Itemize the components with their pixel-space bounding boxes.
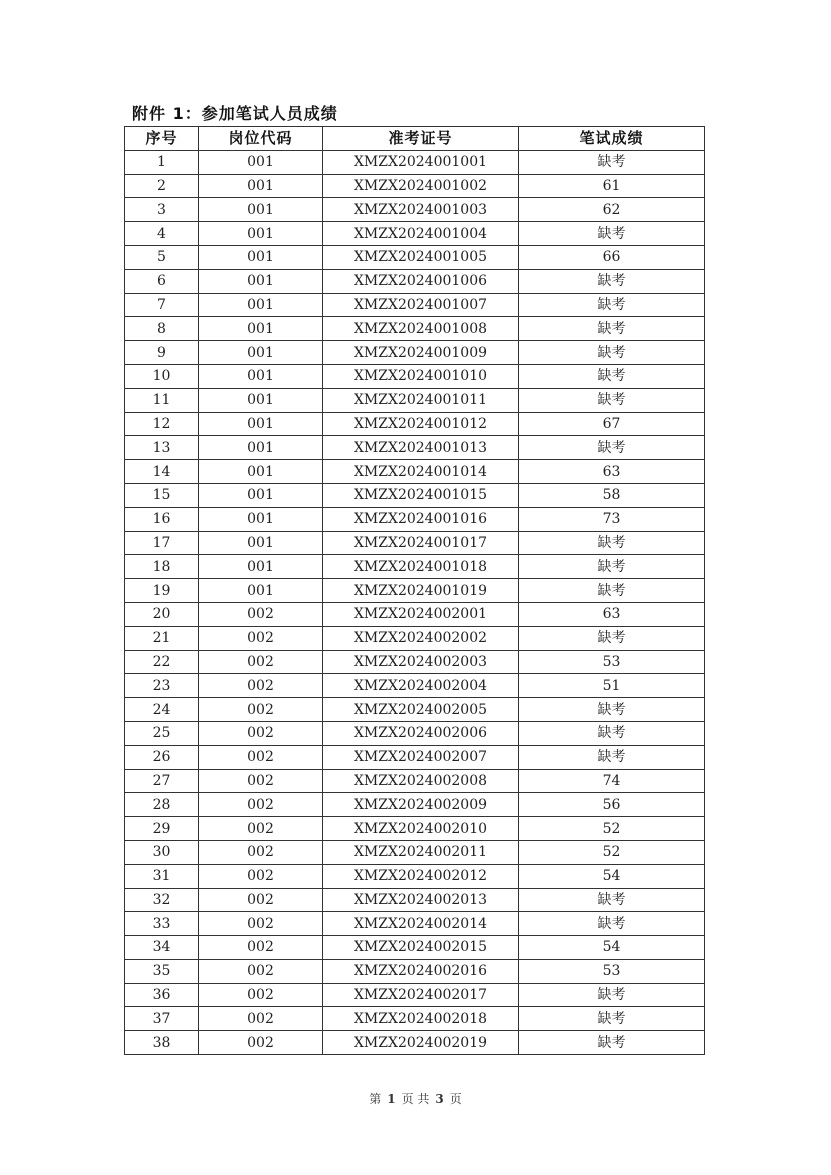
table-row [125, 650, 705, 674]
table-row [125, 412, 705, 436]
cell-written-score: 74 [519, 769, 705, 793]
cell-post-code: 002 [199, 698, 323, 722]
cell-seq: 28 [125, 793, 199, 817]
cell-post-code: 001 [199, 507, 323, 531]
cell-ticket-number: XMZX2024002003 [323, 650, 519, 674]
cell-ticket-number: XMZX2024001007 [323, 293, 519, 317]
cell-written-score: 缺考 [519, 317, 705, 341]
cell-ticket-number: XMZX2024002016 [323, 959, 519, 983]
cell-seq: 35 [125, 959, 199, 983]
cell-seq: 7 [125, 293, 199, 317]
cell-post-code: 001 [199, 269, 323, 293]
cell-written-score: 52 [519, 817, 705, 841]
cell-post-code: 002 [199, 864, 323, 888]
cell-post-code: 001 [199, 222, 323, 246]
cell-written-score: 缺考 [519, 269, 705, 293]
cell-ticket-number: XMZX2024002002 [323, 626, 519, 650]
cell-seq: 21 [125, 626, 199, 650]
table-row [125, 460, 705, 484]
table-row [125, 531, 705, 555]
cell-seq: 34 [125, 936, 199, 960]
cell-post-code: 002 [199, 793, 323, 817]
cell-post-code: 001 [199, 436, 323, 460]
table-row [125, 1031, 705, 1055]
footer-suffix: 页 [449, 1092, 462, 1106]
cell-post-code: 002 [199, 674, 323, 698]
cell-post-code: 001 [199, 483, 323, 507]
cell-ticket-number: XMZX2024002013 [323, 888, 519, 912]
cell-ticket-number: XMZX2024001012 [323, 412, 519, 436]
cell-seq: 13 [125, 436, 199, 460]
cell-post-code: 001 [199, 555, 323, 579]
cell-post-code: 001 [199, 579, 323, 603]
cell-written-score: 54 [519, 936, 705, 960]
cell-seq: 10 [125, 364, 199, 388]
cell-post-code: 001 [199, 412, 323, 436]
cell-post-code: 002 [199, 983, 323, 1007]
cell-ticket-number: XMZX2024002015 [323, 936, 519, 960]
cell-ticket-number: XMZX2024001017 [323, 531, 519, 555]
table-row [125, 983, 705, 1007]
document-title: 附件 1：参加笔试人员成绩 [132, 104, 338, 123]
cell-seq: 5 [125, 245, 199, 269]
cell-ticket-number: XMZX2024001019 [323, 579, 519, 603]
cell-written-score: 缺考 [519, 698, 705, 722]
cell-ticket-number: XMZX2024002006 [323, 721, 519, 745]
cell-written-score: 51 [519, 674, 705, 698]
cell-written-score: 缺考 [519, 555, 705, 579]
cell-seq: 19 [125, 579, 199, 603]
table-row [125, 769, 705, 793]
table-row [125, 840, 705, 864]
table-row [125, 555, 705, 579]
cell-written-score: 缺考 [519, 1031, 705, 1055]
cell-post-code: 002 [199, 817, 323, 841]
table-row [125, 602, 705, 626]
cell-seq: 14 [125, 460, 199, 484]
cell-written-score: 缺考 [519, 745, 705, 769]
cell-post-code: 002 [199, 888, 323, 912]
table-row [125, 483, 705, 507]
cell-written-score: 63 [519, 602, 705, 626]
cell-seq: 30 [125, 840, 199, 864]
scores-table [124, 126, 705, 1055]
cell-written-score: 53 [519, 959, 705, 983]
cell-post-code: 002 [199, 959, 323, 983]
cell-written-score: 缺考 [519, 912, 705, 936]
table-row [125, 721, 705, 745]
table-row [125, 150, 705, 174]
cell-post-code: 001 [199, 460, 323, 484]
cell-seq: 6 [125, 269, 199, 293]
table-row [125, 222, 705, 246]
table-row [125, 698, 705, 722]
cell-written-score: 缺考 [519, 531, 705, 555]
cell-seq: 31 [125, 864, 199, 888]
cell-written-score: 63 [519, 460, 705, 484]
footer-page-number: 1 [387, 1092, 396, 1106]
cell-seq: 38 [125, 1031, 199, 1055]
cell-ticket-number: XMZX2024001003 [323, 198, 519, 222]
cell-ticket-number: XMZX2024001004 [323, 222, 519, 246]
cell-ticket-number: XMZX2024002017 [323, 983, 519, 1007]
footer-prefix: 第 [369, 1092, 382, 1106]
cell-written-score: 缺考 [519, 341, 705, 365]
header-seq: 序号 [125, 127, 199, 151]
table-row [125, 888, 705, 912]
cell-seq: 9 [125, 341, 199, 365]
cell-post-code: 002 [199, 912, 323, 936]
cell-seq: 17 [125, 531, 199, 555]
cell-ticket-number: XMZX2024002019 [323, 1031, 519, 1055]
cell-written-score: 缺考 [519, 293, 705, 317]
cell-ticket-number: XMZX2024002007 [323, 745, 519, 769]
cell-seq: 37 [125, 1007, 199, 1031]
table-row [125, 174, 705, 198]
cell-post-code: 001 [199, 150, 323, 174]
cell-ticket-number: XMZX2024001006 [323, 269, 519, 293]
cell-post-code: 001 [199, 317, 323, 341]
cell-seq: 22 [125, 650, 199, 674]
table-row [125, 388, 705, 412]
table-row [125, 341, 705, 365]
table-row [125, 507, 705, 531]
cell-seq: 12 [125, 412, 199, 436]
table-row [125, 912, 705, 936]
cell-ticket-number: XMZX2024001010 [323, 364, 519, 388]
cell-seq: 23 [125, 674, 199, 698]
table-row [125, 1007, 705, 1031]
table-row [125, 436, 705, 460]
cell-ticket-number: XMZX2024002008 [323, 769, 519, 793]
cell-post-code: 001 [199, 198, 323, 222]
cell-ticket-number: XMZX2024001001 [323, 150, 519, 174]
cell-post-code: 002 [199, 602, 323, 626]
table-row [125, 936, 705, 960]
cell-written-score: 缺考 [519, 1007, 705, 1031]
table-row [125, 269, 705, 293]
cell-post-code: 001 [199, 174, 323, 198]
cell-written-score: 缺考 [519, 579, 705, 603]
cell-ticket-number: XMZX2024002001 [323, 602, 519, 626]
cell-seq: 20 [125, 602, 199, 626]
cell-post-code: 001 [199, 531, 323, 555]
cell-seq: 18 [125, 555, 199, 579]
cell-ticket-number: XMZX2024001002 [323, 174, 519, 198]
cell-seq: 27 [125, 769, 199, 793]
cell-written-score: 缺考 [519, 626, 705, 650]
header-written-score: 笔试成绩 [519, 127, 705, 151]
table-header-row [125, 127, 705, 151]
cell-written-score: 66 [519, 245, 705, 269]
cell-seq: 25 [125, 721, 199, 745]
cell-post-code: 001 [199, 388, 323, 412]
cell-post-code: 001 [199, 293, 323, 317]
cell-ticket-number: XMZX2024001014 [323, 460, 519, 484]
table-row [125, 745, 705, 769]
table-row [125, 245, 705, 269]
cell-seq: 36 [125, 983, 199, 1007]
table-row [125, 579, 705, 603]
cell-seq: 8 [125, 317, 199, 341]
cell-written-score: 52 [519, 840, 705, 864]
cell-ticket-number: XMZX2024002012 [323, 864, 519, 888]
cell-written-score: 61 [519, 174, 705, 198]
cell-post-code: 002 [199, 769, 323, 793]
cell-written-score: 54 [519, 864, 705, 888]
table-row [125, 317, 705, 341]
cell-ticket-number: XMZX2024001018 [323, 555, 519, 579]
cell-post-code: 002 [199, 745, 323, 769]
table-row [125, 793, 705, 817]
cell-written-score: 缺考 [519, 364, 705, 388]
cell-seq: 3 [125, 198, 199, 222]
cell-written-score: 缺考 [519, 721, 705, 745]
cell-post-code: 001 [199, 341, 323, 365]
cell-written-score: 缺考 [519, 436, 705, 460]
cell-ticket-number: XMZX2024002004 [323, 674, 519, 698]
cell-written-score: 53 [519, 650, 705, 674]
cell-written-score: 缺考 [519, 150, 705, 174]
cell-seq: 4 [125, 222, 199, 246]
header-ticket-number: 准考证号 [323, 127, 519, 151]
table-row [125, 674, 705, 698]
table-row [125, 864, 705, 888]
page-footer [0, 1090, 831, 1107]
cell-post-code: 001 [199, 364, 323, 388]
cell-written-score: 58 [519, 483, 705, 507]
cell-seq: 11 [125, 388, 199, 412]
header-post-code: 岗位代码 [199, 127, 323, 151]
cell-post-code: 002 [199, 1007, 323, 1031]
cell-ticket-number: XMZX2024002011 [323, 840, 519, 864]
cell-post-code: 002 [199, 1031, 323, 1055]
table-row [125, 817, 705, 841]
cell-written-score: 73 [519, 507, 705, 531]
footer-middle: 页 共 [401, 1092, 430, 1106]
cell-seq: 16 [125, 507, 199, 531]
cell-ticket-number: XMZX2024002005 [323, 698, 519, 722]
cell-written-score: 缺考 [519, 888, 705, 912]
cell-ticket-number: XMZX2024001009 [323, 341, 519, 365]
cell-written-score: 56 [519, 793, 705, 817]
cell-seq: 24 [125, 698, 199, 722]
cell-seq: 33 [125, 912, 199, 936]
cell-seq: 15 [125, 483, 199, 507]
cell-seq: 32 [125, 888, 199, 912]
cell-written-score: 缺考 [519, 388, 705, 412]
table-row [125, 293, 705, 317]
footer-total-pages: 3 [435, 1092, 444, 1106]
cell-post-code: 002 [199, 721, 323, 745]
cell-post-code: 002 [199, 650, 323, 674]
cell-written-score: 62 [519, 198, 705, 222]
cell-written-score: 缺考 [519, 222, 705, 246]
cell-ticket-number: XMZX2024001013 [323, 436, 519, 460]
cell-post-code: 001 [199, 245, 323, 269]
cell-post-code: 002 [199, 840, 323, 864]
cell-written-score: 67 [519, 412, 705, 436]
cell-seq: 26 [125, 745, 199, 769]
cell-ticket-number: XMZX2024001016 [323, 507, 519, 531]
cell-ticket-number: XMZX2024002009 [323, 793, 519, 817]
cell-post-code: 002 [199, 626, 323, 650]
table-body [125, 150, 705, 1054]
cell-seq: 2 [125, 174, 199, 198]
table-row [125, 198, 705, 222]
cell-post-code: 002 [199, 936, 323, 960]
cell-ticket-number: XMZX2024002014 [323, 912, 519, 936]
cell-seq: 1 [125, 150, 199, 174]
cell-ticket-number: XMZX2024002010 [323, 817, 519, 841]
cell-ticket-number: XMZX2024002018 [323, 1007, 519, 1031]
cell-seq: 29 [125, 817, 199, 841]
cell-written-score: 缺考 [519, 983, 705, 1007]
cell-ticket-number: XMZX2024001015 [323, 483, 519, 507]
table-row [125, 626, 705, 650]
cell-ticket-number: XMZX2024001005 [323, 245, 519, 269]
cell-ticket-number: XMZX2024001008 [323, 317, 519, 341]
cell-ticket-number: XMZX2024001011 [323, 388, 519, 412]
table-row [125, 364, 705, 388]
table-row [125, 959, 705, 983]
